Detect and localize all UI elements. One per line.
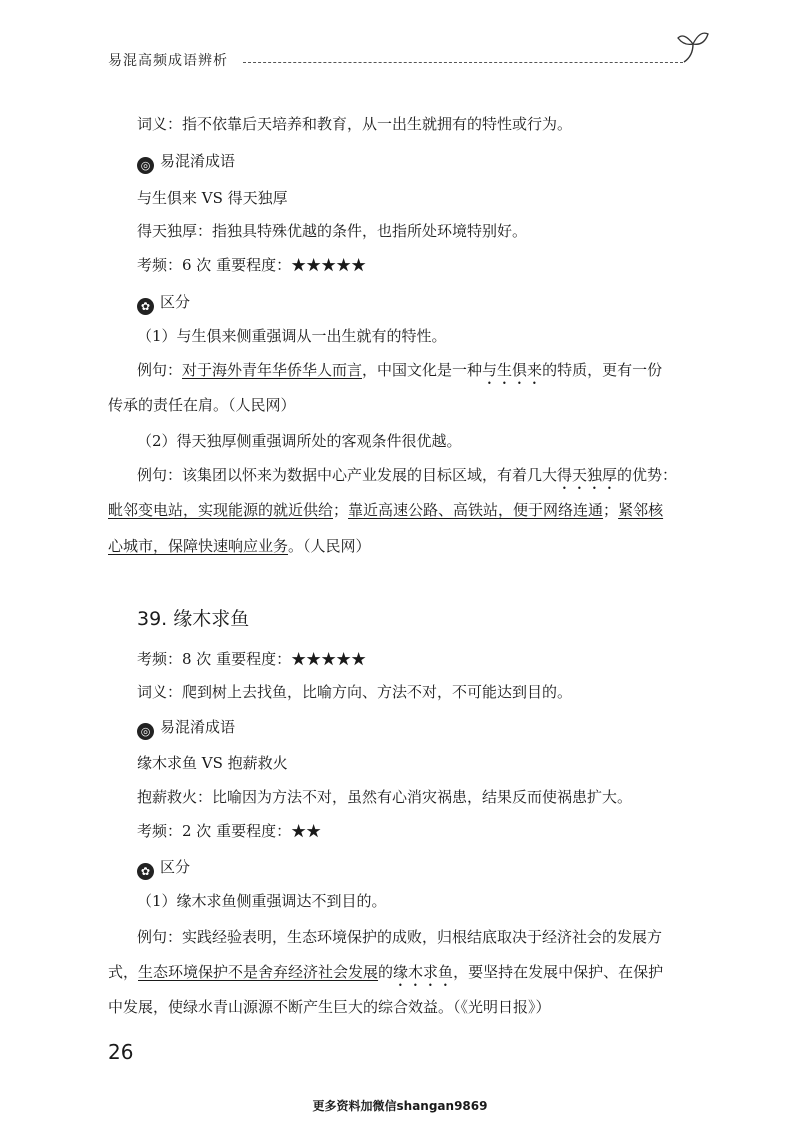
- confusable-heading-39: ◎ 易混淆成语: [137, 716, 235, 740]
- diff-badge-icon: ✿: [137, 298, 154, 315]
- example2-38-line3: 心城市，保障快速响应业务。（人民网）: [108, 537, 371, 555]
- diff1-39: （1）缘木求鱼侧重强调达不到目的。: [137, 892, 387, 910]
- freq-39: 考频：8 次 重要程度：★★★★★: [137, 650, 367, 668]
- diff-heading-39: ✿ 区分: [137, 856, 190, 880]
- entry-title-39: 39. 缘木求鱼: [137, 608, 250, 630]
- example1-38-line1: 例句：对于海外青年华侨华人而言，中国文化是一种与生俱来的特质，更有一份: [137, 361, 663, 379]
- example-39-line1: 例句：实践经验表明，生态环境保护的成败，归根结底取决于经济社会的发展方: [137, 928, 663, 946]
- other-def-39: 抱薪救火：比喻因为方法不对，虽然有心消灾祸患，结果反而使祸患扩大。: [137, 788, 633, 806]
- other-freq-39: 考频：2 次 重要程度：★★: [137, 822, 322, 840]
- diff-heading-38: ✿ 区分: [137, 291, 190, 315]
- confusable-badge-icon: ◎: [137, 157, 154, 174]
- example-39-line3: 中发展，使绿水青山源源不断产生巨大的综合效益。（《光明日报》）: [108, 998, 551, 1016]
- header-rule: [243, 62, 683, 63]
- example2-38-line1: 例句：该集团以怀来为数据中心产业发展的目标区域，有着几大得天独厚的优势：: [137, 466, 678, 484]
- pair-39: 缘木求鱼 VS 抱薪救火: [137, 754, 288, 772]
- diff1-38: （1）与生俱来侧重强调从一出生就有的特性。: [137, 327, 447, 345]
- diff-badge-icon: ✿: [137, 863, 154, 880]
- meaning-39: 词义：爬到树上去找鱼，比喻方向、方法不对，不可能达到目的。: [137, 683, 573, 701]
- running-header: 易混高频成语辨析: [108, 53, 228, 69]
- diff2-38: （2）得天独厚侧重强调所处的客观条件很优越。: [137, 432, 462, 450]
- confusable-badge-icon: ◎: [137, 723, 154, 740]
- footer-note: 更多资料加微信shangan9869: [312, 1099, 488, 1113]
- sprout-icon: [676, 26, 710, 66]
- example-39-line2: 式，生态环境保护不是舍弃经济社会发展的缘木求鱼，要坚持在发展中保护、在保护: [108, 963, 664, 981]
- other-freq-38: 考频：6 次 重要程度：★★★★★: [137, 256, 367, 274]
- page-number: 26: [108, 1040, 134, 1064]
- example1-38-line2: 传承的责任在肩。（人民网）: [108, 396, 296, 414]
- pair-38: 与生俱来 VS 得天独厚: [137, 189, 288, 207]
- other-def-38: 得天独厚：指独具特殊优越的条件，也指所处环境特别好。: [137, 222, 528, 240]
- confusable-heading-38: ◎ 易混淆成语: [137, 150, 235, 174]
- example2-38-line2: 毗邻变电站，实现能源的就近供给；靠近高速公路、高铁站，便于网络连通；紧邻核: [108, 501, 664, 519]
- meaning-38: 词义：指不依靠后天培养和教育，从一出生就拥有的特性或行为。: [137, 115, 573, 133]
